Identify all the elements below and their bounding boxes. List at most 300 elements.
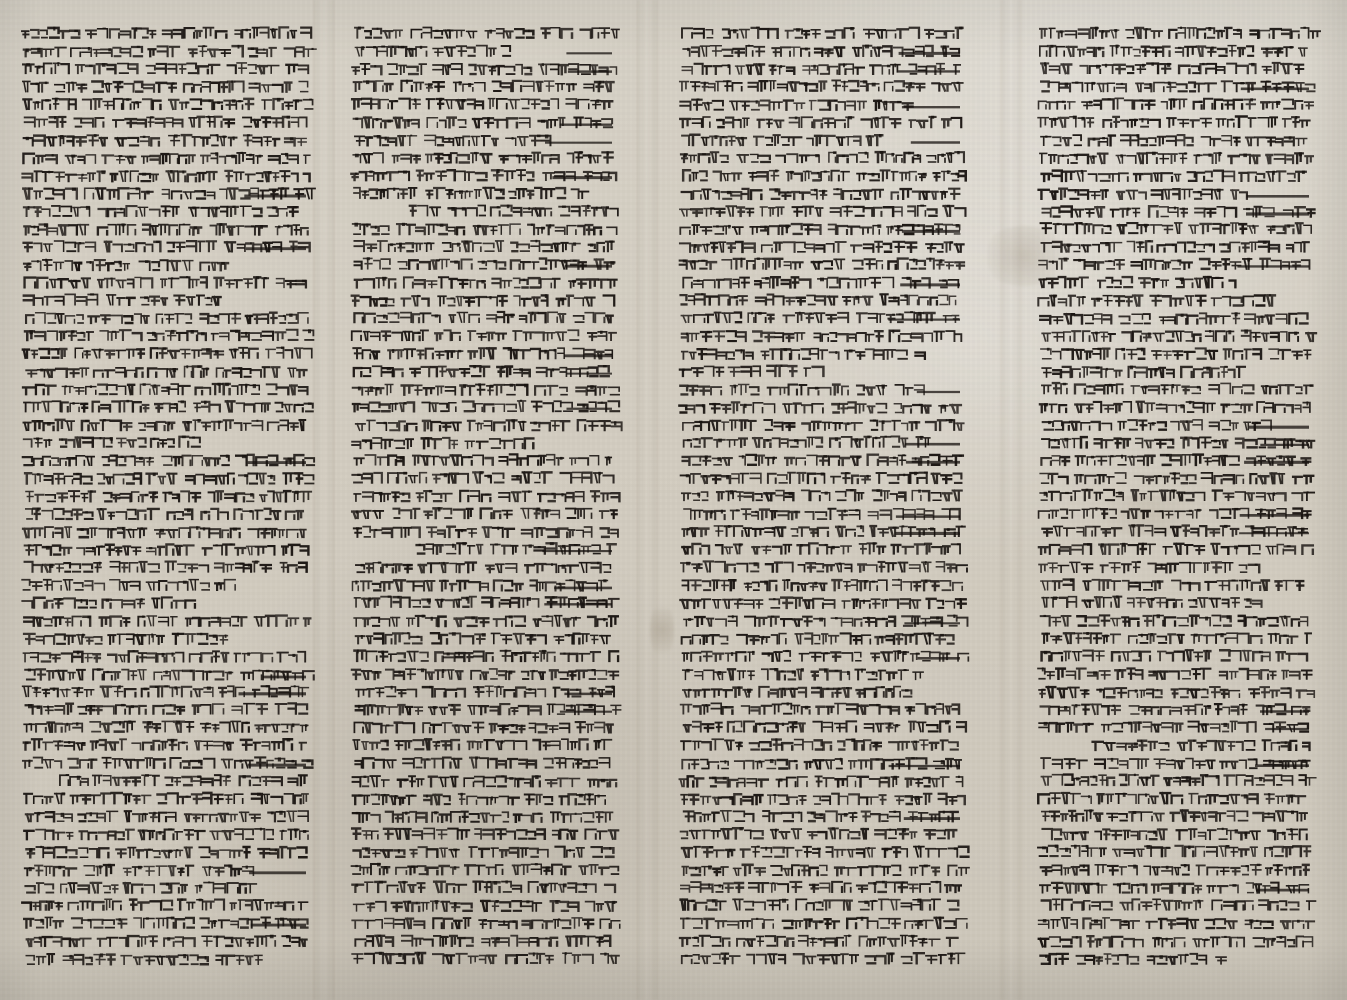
ink-stroke xyxy=(521,508,532,518)
ink-mark xyxy=(744,404,747,408)
ink-mark xyxy=(381,46,385,48)
ink-stroke xyxy=(363,492,373,501)
ink-stroke xyxy=(755,868,765,875)
ink-stroke xyxy=(288,779,297,785)
ink-stroke xyxy=(88,316,98,323)
ink-stroke xyxy=(467,529,476,537)
ink-stroke xyxy=(435,689,444,696)
ink-stroke xyxy=(263,654,273,662)
ink-stroke xyxy=(423,27,431,37)
ink-stroke xyxy=(893,707,899,714)
ink-stroke xyxy=(431,633,439,643)
ink-stroke xyxy=(769,81,776,91)
ink-stroke xyxy=(42,402,51,412)
ink-stroke xyxy=(799,723,805,731)
ink-stroke xyxy=(568,369,579,376)
ink-stroke xyxy=(494,422,505,430)
ink-stroke xyxy=(131,778,139,785)
ink-stroke xyxy=(499,493,509,501)
ink-stroke xyxy=(889,900,899,910)
ink-stroke xyxy=(896,350,906,358)
ink-mark xyxy=(707,331,710,334)
ink-mark xyxy=(855,296,859,300)
ink-stroke xyxy=(738,671,746,679)
ink-stroke xyxy=(782,813,793,821)
ink-stroke xyxy=(381,259,390,269)
ink-mark xyxy=(281,347,284,350)
ink-mark xyxy=(199,899,202,902)
ink-stroke xyxy=(116,849,125,857)
ink-stroke xyxy=(521,156,531,162)
ink-stroke xyxy=(133,402,141,411)
ink-stroke xyxy=(457,581,468,590)
ink-mark xyxy=(774,668,777,671)
ink-stroke xyxy=(468,208,477,215)
ink-stroke xyxy=(792,277,798,287)
ink-stroke xyxy=(156,957,165,965)
ink-stroke xyxy=(584,84,594,91)
ink-stroke xyxy=(399,421,405,430)
ink-stroke xyxy=(722,829,732,838)
ink-mark xyxy=(206,723,209,726)
ink-stroke xyxy=(719,295,728,304)
ink-stroke xyxy=(411,30,421,38)
ink-mark xyxy=(924,865,928,868)
ink-stroke xyxy=(177,333,186,340)
ink-stroke xyxy=(679,406,686,413)
ink-stroke xyxy=(136,243,144,251)
ink-mark xyxy=(790,171,793,174)
ink-stroke xyxy=(735,721,741,731)
ink-stroke xyxy=(223,831,234,839)
ink-stroke xyxy=(559,207,569,216)
ink-mark xyxy=(865,45,869,49)
ink-mark xyxy=(795,117,798,120)
ink-stroke xyxy=(128,225,136,235)
ink-stroke xyxy=(404,528,411,537)
ink-stroke xyxy=(34,243,41,251)
ink-stroke xyxy=(795,740,803,750)
ink-mark xyxy=(694,244,697,248)
ink-stroke xyxy=(240,919,248,928)
ink-stroke xyxy=(388,189,399,198)
ink-stroke xyxy=(548,704,555,714)
ink-mark xyxy=(275,849,277,852)
ink-mark xyxy=(936,616,939,619)
ink-stroke xyxy=(819,584,826,591)
ink-stroke xyxy=(191,280,199,288)
ink-stroke xyxy=(709,84,715,91)
ink-stroke xyxy=(413,831,422,838)
ink-stroke xyxy=(693,955,699,963)
ink-stroke xyxy=(517,955,527,963)
ink-mark xyxy=(90,490,93,492)
ink-stroke xyxy=(606,316,612,322)
ink-stroke xyxy=(760,637,770,644)
ink-stroke xyxy=(364,279,374,287)
ink-stroke xyxy=(913,582,920,590)
ink-stroke xyxy=(108,225,116,235)
ink-stroke xyxy=(711,703,721,713)
ink-mark xyxy=(170,170,173,173)
ink-stroke xyxy=(116,512,126,519)
ink-stroke xyxy=(681,900,687,910)
ink-mark xyxy=(119,81,121,85)
ink-stroke xyxy=(66,833,72,840)
ink-stroke xyxy=(857,886,867,892)
ink-stroke xyxy=(900,173,908,181)
ink-stroke xyxy=(225,494,235,501)
ink-stroke xyxy=(119,655,127,661)
ink-stroke xyxy=(702,599,710,608)
ink-stroke xyxy=(712,954,720,963)
ink-mark xyxy=(729,849,732,852)
ink-stroke xyxy=(680,209,690,216)
ink-mark xyxy=(463,384,466,388)
ink-stroke xyxy=(949,189,959,199)
ink-stroke xyxy=(437,137,443,145)
ink-mark xyxy=(260,828,262,831)
ink-stroke xyxy=(53,401,61,411)
ink-stroke xyxy=(910,832,917,838)
ink-stroke xyxy=(74,388,84,394)
ink-stroke xyxy=(113,901,121,909)
ink-stroke xyxy=(683,278,692,288)
ink-stroke xyxy=(567,296,573,306)
ink-stroke xyxy=(703,724,713,731)
ink-stroke xyxy=(923,491,929,500)
ink-mark xyxy=(233,136,235,140)
ink-mark xyxy=(741,137,744,140)
ink-stroke xyxy=(475,777,484,787)
ink-stroke xyxy=(362,511,371,518)
ink-stroke xyxy=(681,795,687,804)
ink-stroke xyxy=(884,244,891,252)
ink-stroke xyxy=(829,225,836,234)
ink-stroke xyxy=(442,723,451,732)
ink-stroke xyxy=(922,900,930,909)
ink-stroke xyxy=(376,920,382,928)
ink-stroke xyxy=(469,582,480,590)
ink-stroke xyxy=(805,633,812,643)
ink-mark xyxy=(508,347,511,351)
ink-stroke xyxy=(579,563,589,572)
ink-stroke xyxy=(96,188,105,198)
ink-mark xyxy=(497,206,500,208)
ink-stroke xyxy=(167,530,177,537)
ink-mark xyxy=(307,759,311,762)
ink-mark xyxy=(741,258,743,262)
ink-stroke xyxy=(744,528,752,536)
ink-stroke xyxy=(190,955,198,964)
ink-stroke xyxy=(708,262,716,269)
ink-stroke xyxy=(601,493,610,501)
ink-stroke xyxy=(435,352,443,359)
ink-stroke xyxy=(415,758,421,768)
ink-mark xyxy=(45,82,47,85)
ink-stroke xyxy=(272,742,281,749)
ink-stroke xyxy=(702,885,713,892)
ink-mark xyxy=(242,775,246,778)
ink-stroke xyxy=(258,849,269,857)
ink-mark xyxy=(848,116,852,119)
ink-mark xyxy=(843,63,845,67)
ink-stroke xyxy=(826,939,835,946)
ink-stroke xyxy=(842,386,848,394)
ink-stroke xyxy=(899,670,909,679)
ink-stroke xyxy=(216,956,222,965)
ink-mark xyxy=(602,599,605,601)
ink-mark xyxy=(61,438,63,440)
ink-stroke xyxy=(862,829,868,838)
ink-stroke xyxy=(464,918,471,928)
ink-stroke xyxy=(506,955,515,963)
ink-stroke xyxy=(694,706,701,713)
ink-stroke xyxy=(482,598,491,607)
ink-mark xyxy=(828,48,831,52)
ink-stroke xyxy=(494,385,504,395)
ink-mark xyxy=(526,900,529,903)
ink-mark xyxy=(141,527,144,530)
ink-stroke xyxy=(32,739,42,749)
ink-mark xyxy=(592,669,596,671)
ink-stroke xyxy=(745,617,755,626)
ink-stroke xyxy=(792,47,800,56)
ink-stroke xyxy=(514,296,520,306)
ink-stroke xyxy=(404,277,413,287)
ink-mark xyxy=(255,561,258,564)
ink-stroke xyxy=(510,224,520,234)
ink-stroke xyxy=(442,423,450,430)
ink-stroke xyxy=(233,869,241,875)
ink-mark xyxy=(361,46,364,50)
ink-stroke xyxy=(401,313,411,322)
ink-stroke xyxy=(168,812,176,821)
ink-stroke xyxy=(242,723,249,732)
ink-stroke xyxy=(682,760,689,769)
ink-mark xyxy=(879,134,882,137)
ink-stroke xyxy=(920,473,927,483)
ink-stroke xyxy=(544,759,553,768)
ink-stroke xyxy=(138,120,146,127)
ink-stroke xyxy=(45,189,54,199)
ink-mark xyxy=(903,474,905,477)
ink-stroke xyxy=(142,278,152,287)
ink-mark xyxy=(794,511,797,513)
ink-stroke xyxy=(804,742,812,750)
ink-mark xyxy=(213,635,217,638)
handwritten-column xyxy=(349,22,616,986)
ink-stroke xyxy=(151,687,159,697)
ink-mark xyxy=(562,565,566,569)
ink-stroke xyxy=(355,262,362,269)
ink-mark xyxy=(780,65,782,68)
ink-stroke xyxy=(592,563,601,572)
ink-stroke xyxy=(777,937,785,946)
ink-stroke xyxy=(909,295,918,304)
ink-stroke xyxy=(56,847,67,857)
ink-stroke xyxy=(196,31,202,38)
ink-stroke xyxy=(932,868,939,875)
ink-mark xyxy=(712,899,716,902)
ink-stroke xyxy=(354,851,361,857)
ink-stroke xyxy=(200,918,208,927)
ink-mark xyxy=(564,260,566,264)
ink-stroke xyxy=(175,243,184,252)
ink-mark xyxy=(545,294,547,298)
ink-stroke xyxy=(138,670,146,680)
ink-stroke xyxy=(610,956,619,963)
ink-stroke xyxy=(715,313,721,323)
ink-mark xyxy=(148,849,151,851)
ink-stroke xyxy=(847,704,858,713)
ink-stroke xyxy=(721,761,729,768)
ink-mark xyxy=(281,187,284,190)
ink-stroke xyxy=(44,580,51,590)
ink-stroke xyxy=(424,243,433,251)
ink-mark xyxy=(145,494,148,496)
ink-stroke xyxy=(695,672,703,680)
ink-mark xyxy=(47,422,51,426)
ink-stroke xyxy=(427,527,436,537)
ink-stroke xyxy=(140,937,148,946)
ink-mark xyxy=(384,866,387,869)
ink-mark xyxy=(374,529,377,531)
ink-stroke xyxy=(699,154,710,162)
ink-mark xyxy=(782,723,784,726)
ink-stroke xyxy=(192,456,202,465)
ink-stroke xyxy=(809,939,816,946)
ink-stroke xyxy=(122,670,128,680)
ink-mark xyxy=(174,403,177,405)
ink-mark xyxy=(292,723,295,727)
ink-mark xyxy=(738,686,741,688)
ink-stroke xyxy=(705,366,714,375)
stain-mark xyxy=(650,600,674,660)
ink-stroke xyxy=(124,794,131,803)
ink-stroke xyxy=(203,793,211,803)
ink-stroke xyxy=(586,937,595,946)
ink-stroke xyxy=(808,832,817,838)
ink-stroke xyxy=(852,476,858,483)
ink-stroke xyxy=(108,209,115,216)
ink-stroke xyxy=(785,848,793,857)
ink-stroke xyxy=(482,939,490,946)
ink-mark xyxy=(238,100,241,102)
ink-mark xyxy=(924,472,928,474)
ink-mark xyxy=(376,387,380,390)
ink-stroke xyxy=(893,580,901,590)
ink-stroke xyxy=(888,939,899,946)
ink-mark xyxy=(182,741,186,744)
ink-stroke xyxy=(45,476,53,483)
ink-stroke xyxy=(215,563,224,571)
ink-stroke xyxy=(444,919,452,928)
ink-stroke xyxy=(451,441,457,449)
ink-stroke xyxy=(702,742,710,749)
ink-stroke xyxy=(703,422,709,430)
ink-mark xyxy=(99,349,101,352)
ink-stroke xyxy=(394,118,402,127)
ink-stroke xyxy=(534,209,543,216)
ink-mark xyxy=(706,244,708,247)
ink-mark xyxy=(601,779,605,782)
ink-stroke xyxy=(66,421,75,430)
ink-stroke xyxy=(510,454,518,464)
ink-mark xyxy=(560,298,564,302)
ink-mark xyxy=(820,278,824,282)
ink-stroke xyxy=(778,388,787,395)
ink-stroke xyxy=(176,546,182,555)
ink-stroke xyxy=(175,314,183,323)
ink-stroke xyxy=(690,352,696,358)
ink-mark xyxy=(719,119,722,121)
ink-stroke xyxy=(499,457,507,465)
ink-mark xyxy=(444,473,448,477)
ink-mark xyxy=(961,525,963,527)
ink-stroke xyxy=(488,921,497,928)
ink-stroke xyxy=(702,138,709,145)
ink-stroke xyxy=(76,438,82,447)
ink-mark xyxy=(754,562,758,566)
ink-stroke xyxy=(585,829,595,838)
ink-mark xyxy=(876,489,880,492)
ink-mark xyxy=(459,81,462,85)
ink-stroke xyxy=(451,423,460,431)
ink-mark xyxy=(899,313,902,315)
ink-stroke xyxy=(737,207,744,215)
ink-stroke xyxy=(480,758,488,767)
ink-stroke xyxy=(896,634,902,643)
ink-stroke xyxy=(812,688,821,697)
ink-mark xyxy=(208,881,210,883)
ink-stroke xyxy=(203,548,212,554)
ink-mark xyxy=(573,260,577,262)
ink-mark xyxy=(355,581,357,585)
ink-stroke xyxy=(287,530,298,538)
ink-stroke xyxy=(570,654,577,661)
ink-stroke xyxy=(55,48,65,57)
ink-stroke xyxy=(235,423,242,430)
ink-mark xyxy=(796,28,800,31)
ink-stroke xyxy=(513,865,520,874)
ink-stroke xyxy=(746,209,753,216)
ink-stroke xyxy=(139,653,146,662)
ink-stroke xyxy=(288,848,295,857)
ink-mark xyxy=(77,651,80,655)
ink-mark xyxy=(172,82,175,85)
ink-stroke xyxy=(894,687,900,697)
ink-stroke xyxy=(788,473,795,483)
ink-stroke xyxy=(913,672,923,679)
ink-stroke xyxy=(362,99,371,109)
ink-stroke xyxy=(478,206,485,216)
ink-stroke xyxy=(605,936,611,946)
ink-stroke xyxy=(813,849,819,857)
ink-mark xyxy=(247,652,250,655)
ink-mark xyxy=(520,400,522,402)
ink-mark xyxy=(270,475,273,479)
ink-mark xyxy=(295,491,299,494)
ink-stroke xyxy=(604,82,613,91)
ink-stroke xyxy=(219,688,226,696)
ink-stroke xyxy=(600,28,609,38)
ink-stroke xyxy=(744,902,753,910)
ink-stroke xyxy=(717,492,724,500)
ink-stroke xyxy=(879,671,885,680)
ink-stroke xyxy=(793,705,800,713)
ink-stroke xyxy=(499,796,508,804)
